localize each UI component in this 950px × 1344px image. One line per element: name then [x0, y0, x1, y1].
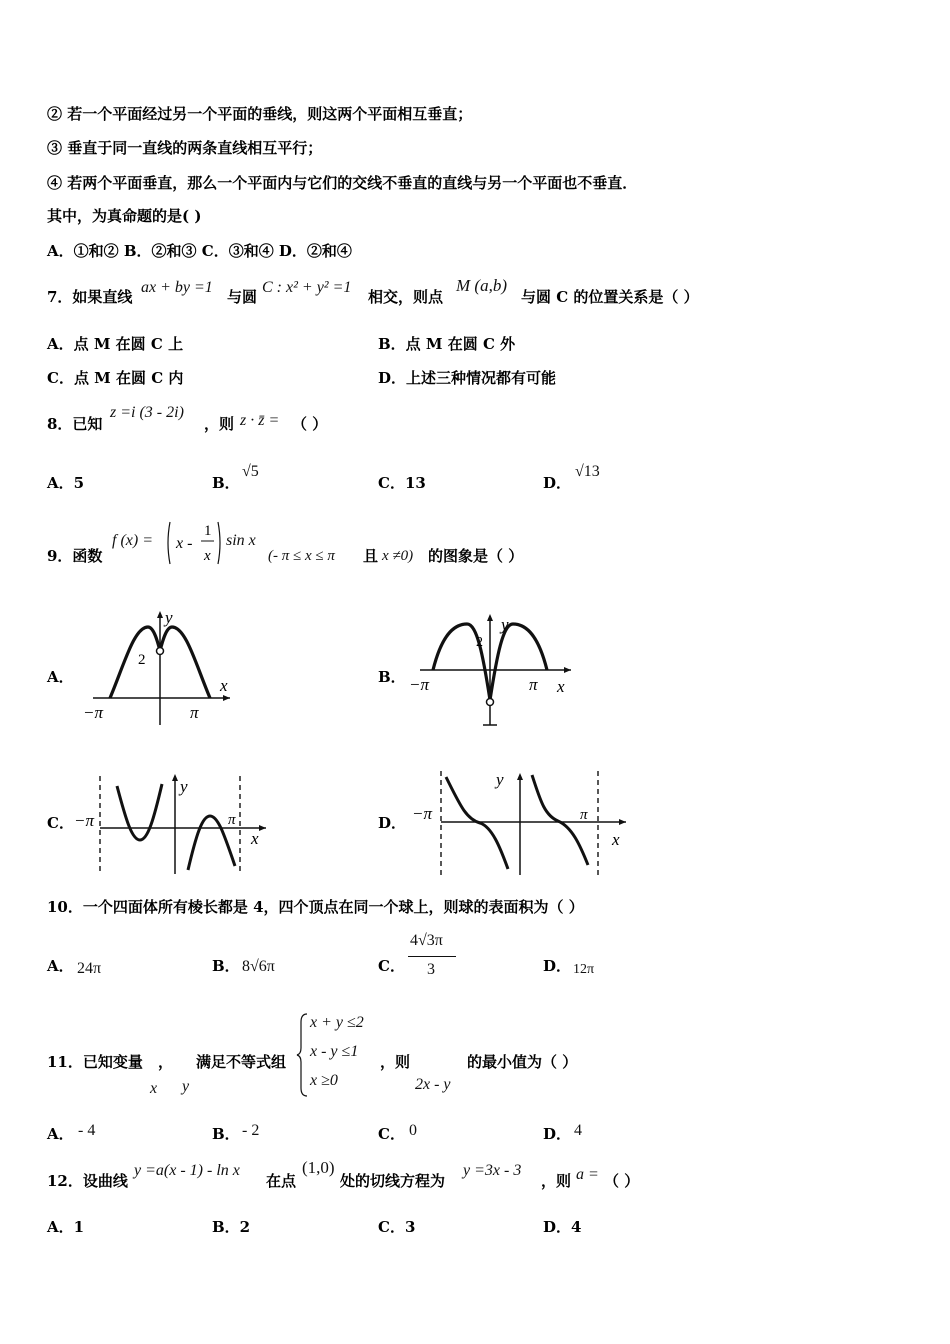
q11-option-a-value: - 4 [78, 1122, 96, 1139]
q11-option-d-value: 4 [574, 1122, 582, 1139]
q10-option-a: A． [47, 957, 74, 975]
q10-option-b-value: 8√6π [242, 958, 275, 975]
q11-text-1: 11．已知变量 [47, 1053, 143, 1071]
q9-a-two-label: 2 [138, 652, 146, 668]
q11-option-d: D． [543, 1125, 572, 1143]
q11-option-b-value: - 2 [242, 1122, 260, 1139]
q9-graph-c [70, 770, 275, 880]
q10-stem: 10．一个四面体所有棱长都是 4，四个顶点在同一个球上，则球的表面积为（ ） [47, 898, 584, 916]
q10-option-d: D． [543, 957, 572, 975]
q6-stem: 其中，为真命题的是( ) [47, 207, 202, 225]
q9-graph-a [78, 605, 243, 730]
q9-option-c: C． [47, 814, 74, 832]
q9-d-pi-label: π [580, 807, 588, 823]
q12-text-1: 12．设曲线 [47, 1172, 128, 1190]
q11-option-c-value: 0 [409, 1122, 417, 1139]
q9-d-neg-pi-label: −π [412, 804, 432, 823]
q11-inequality-2: x - y ≤1 [310, 1043, 359, 1060]
q8-option-a: A．5 [47, 474, 85, 492]
q12-option-d: D．4 [543, 1218, 582, 1236]
q8-text-1: 8．已知 [47, 415, 103, 433]
q11-text-4: 的最小值为（ ） [467, 1053, 578, 1071]
q6-options: A．①和② B．②和③ C．③和④ D．②和④ [47, 242, 352, 260]
q9-option-b: B． [378, 668, 406, 686]
q10-option-a-value: 24π [77, 960, 102, 977]
statement-2: ② 若一个平面经过另一个平面的垂线，则这两个平面相互垂直； [47, 105, 473, 123]
q12-curve: y =a(x - 1) - ln x [134, 1162, 240, 1179]
q9-a-y-label: y [165, 608, 173, 627]
q9-text-2: 的图象是（ ） [428, 547, 524, 565]
q12-option-c: C．3 [378, 1218, 416, 1236]
q8-option-b: B． [212, 474, 240, 492]
q9-a-x-label: x [220, 676, 228, 695]
q11-target: 2x - y [415, 1076, 451, 1093]
q8-option-b-value: √5 [242, 463, 259, 480]
q9-b-y-label: y [501, 615, 509, 634]
q9-b-pi-label: π [529, 675, 538, 694]
q12-text-2: 在点 [266, 1172, 297, 1190]
q11-system-brace [296, 1012, 310, 1098]
q10-option-c-denominator: 3 [427, 961, 435, 978]
q11-text-2: 满足不等式组 [196, 1053, 287, 1071]
q7-text-4: 与圆 C 的位置关系是（ ） [521, 288, 699, 306]
q7-line-eq: ax + by =1 [141, 279, 213, 296]
q11-inequality-3: x ≥0 [310, 1072, 338, 1089]
q9-option-d: D． [378, 814, 407, 832]
q11-comma: ， [158, 1053, 174, 1071]
q12-text-5: （ ） [604, 1172, 640, 1190]
q9-d-x-label: x [612, 830, 620, 849]
q7-option-d: D．上述三种情况都有可能 [378, 369, 557, 387]
q8-text-3: （ ） [292, 415, 328, 433]
q9-graph-b [405, 610, 580, 735]
statement-3: ③ 垂直于同一直线的两条直线相互平行； [47, 139, 323, 157]
q9-b-neg-pi-label: −π [409, 675, 429, 694]
q8-text-2: ，则 [204, 415, 235, 433]
q10-option-c: C． [378, 957, 405, 975]
q9-c-x-label: x [251, 829, 259, 848]
q9-c-y-label: y [180, 777, 188, 796]
q11-var-y: y [182, 1078, 190, 1095]
q9-c-pi-label: π [228, 812, 236, 828]
q8-option-d-value: √13 [575, 463, 600, 480]
q9-c-neg-pi-label: −π [74, 811, 94, 830]
q9-domain-b: 且 [363, 547, 379, 565]
q7-point: M (a,b) [456, 276, 507, 295]
q7-text-2: 与圆 [227, 288, 258, 306]
q9-domain-c: x ≠0) [382, 548, 414, 564]
q7-option-a: A．点 M 在圆 C 上 [47, 335, 184, 353]
q8-option-d: D． [543, 474, 572, 492]
q12-a-equals: a = [576, 1166, 599, 1183]
q7-text-1: 7．如果直线 [47, 288, 133, 306]
q12-text-4: ，则 [541, 1172, 572, 1190]
q7-option-b: B．点 M 在圆 C 外 [378, 335, 516, 353]
q7-circle-eq: C : x² + y² =1 [262, 279, 352, 296]
q9-a-neg-pi-label: −π [83, 703, 103, 722]
q11-option-a: A． [47, 1125, 74, 1143]
q10-option-c-fraction-bar [408, 956, 456, 957]
q12-text-3: 处的切线方程为 [340, 1172, 446, 1190]
q8-product: z · z̄ = [240, 412, 280, 429]
q9-b-x-label: x [557, 677, 565, 696]
q9-text-1: 9．函数 [47, 547, 103, 565]
q10-option-c-numerator: 4√3π [410, 932, 443, 949]
q8-option-c: C．13 [378, 474, 426, 492]
q9-sin: sin x [226, 532, 256, 549]
q11-option-c: C． [378, 1125, 405, 1143]
q11-option-b: B． [212, 1125, 240, 1143]
q7-option-c: C．点 M 在圆 C 内 [47, 369, 184, 387]
q10-option-b: B． [212, 957, 240, 975]
q7-text-3: 相交，则点 [368, 288, 444, 306]
q9-bracket-fraction [164, 518, 224, 568]
q9-domain-a: (- π ≤ x ≤ π [268, 548, 335, 564]
q12-point: (1,0) [302, 1158, 335, 1177]
q9-b-two-label: 2 [476, 635, 483, 650]
q9-a-pi-label: π [190, 703, 199, 722]
q9-bracket-text: x - [176, 535, 193, 552]
q11-text-3: ，则 [380, 1053, 411, 1071]
q10-option-d-value: 12π [573, 962, 595, 977]
q9-option-a: A． [47, 668, 74, 686]
q9-fx: f (x) = [112, 532, 153, 549]
q9-numerator: 1 [204, 523, 212, 539]
statement-4: ④ 若两个平面垂直，那么一个平面内与它们的交线不垂直的直线与另一个平面也不垂直． [47, 174, 638, 192]
q11-var-x: x [150, 1080, 158, 1097]
q12-option-a: A．1 [47, 1218, 85, 1236]
q9-denominator: x [204, 548, 211, 564]
q11-inequality-1: x + y ≤2 [310, 1014, 364, 1031]
q9-d-y-label: y [496, 770, 504, 789]
q12-option-b: B．2 [212, 1218, 251, 1236]
q8-expr: z =i (3 - 2i) [110, 404, 184, 421]
q12-tangent: y =3x - 3 [463, 1162, 522, 1179]
q9-graph-d [408, 765, 633, 880]
